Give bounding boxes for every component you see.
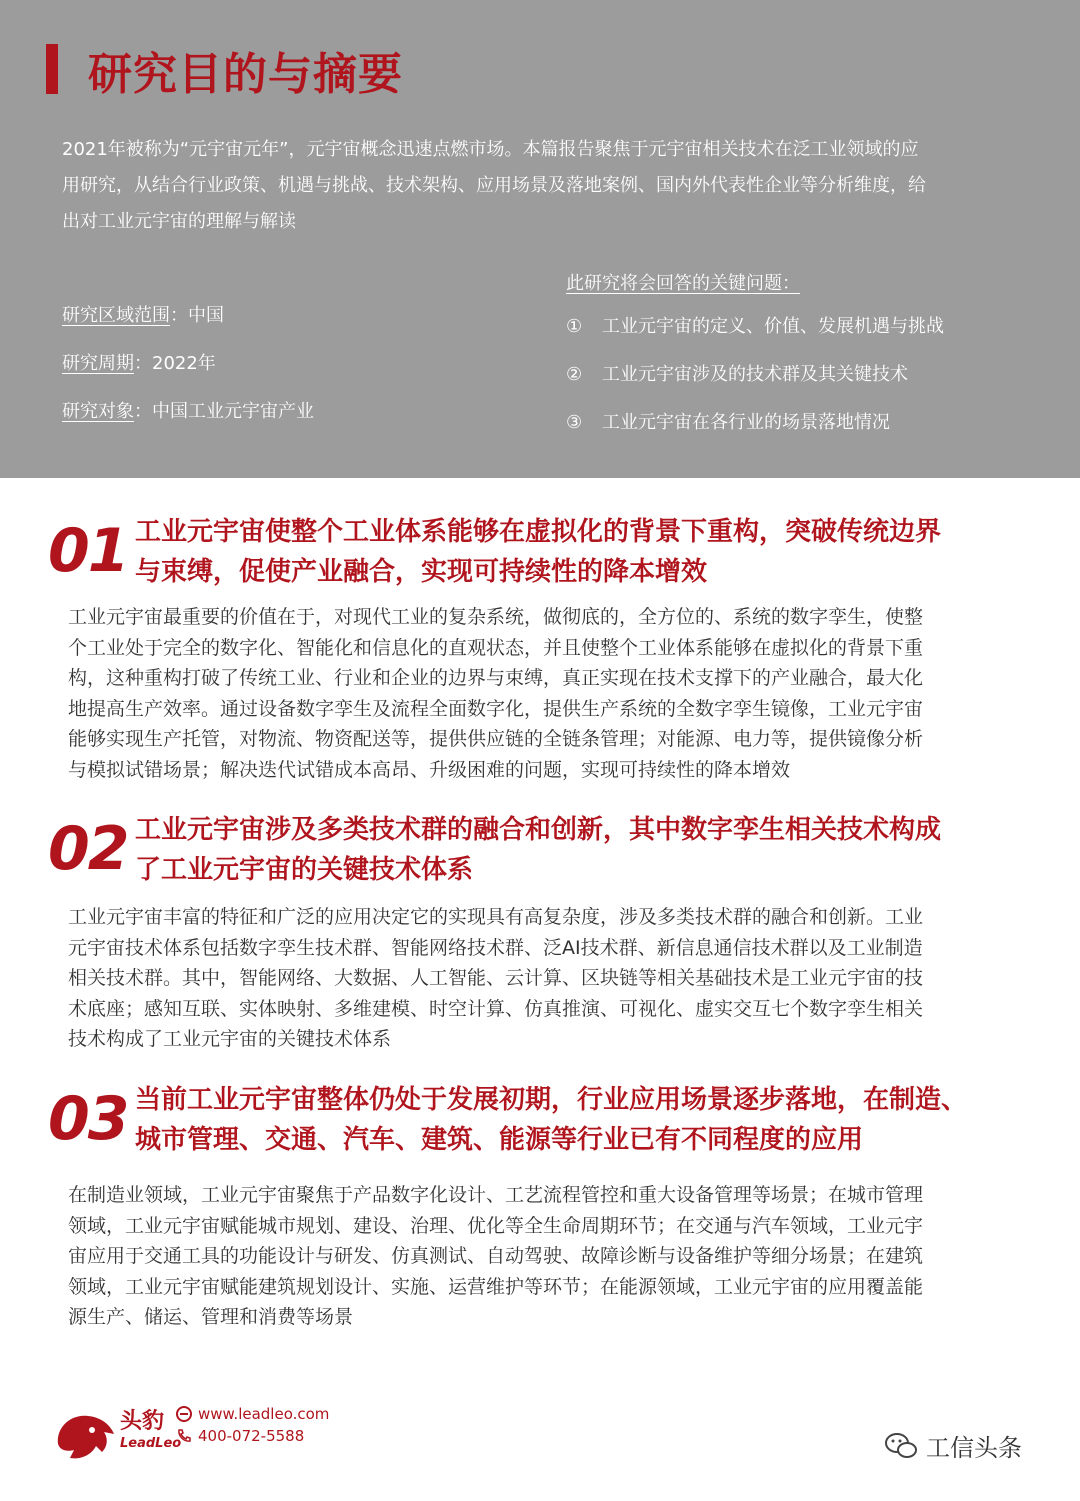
website-link[interactable]: [176, 1405, 329, 1423]
info-row-region: [62, 298, 522, 346]
section-title-line: 当前工业元宇宙整体仍处于发展初期，行业应用场景逐步落地，在制造、: [135, 1085, 968, 1115]
section-title: [135, 810, 1035, 890]
brand-name: 头豹: [120, 1409, 165, 1434]
body-line: 源生产、储运、管理和消费等场景: [68, 1306, 354, 1328]
body-line: 元宇宙技术体系包括数字孪生技术群、智能网络技术群、泛AI技术群、新信息通信技术群以及工业制造: [68, 936, 923, 959]
info-label: 研究周期: [62, 353, 134, 374]
section-number: 01: [48, 516, 128, 586]
info-label: 研究对象: [62, 401, 134, 422]
question-text: 工业元宇宙在各行业的场景落地情况: [602, 412, 890, 433]
body-line: 在制造业领域，工业元宇宙聚焦于产品数字化设计、工艺流程管控和重大设备管理等场景；在城市管理: [68, 1184, 924, 1206]
wechat-watermark: [884, 1428, 1022, 1463]
e-icon: [176, 1406, 192, 1422]
body-line: 地提高生产效率。通过设备数字孪生及流程全面数字化，提供生产系统的全数字孪生镜像，工业元宇宙: [68, 697, 924, 720]
watermark-text: 工信头条: [926, 1434, 1022, 1462]
body-line: 个工业处于完全的数字化、智能化和信息化的直观状态，并且使整个工业体系能够在虚拟化的背景下重: [68, 636, 924, 659]
info-label: 研究区域范围: [62, 305, 170, 326]
body-line: 术底座；感知互联、实体映射、多维建模、时空计算、仿真推演、可视化、虚实交互七个数字孪生相关: [68, 997, 924, 1020]
section-title-line: 工业元宇宙使整个工业体系能够在虚拟化的背景下重构，突破传统边界: [135, 517, 942, 547]
section-body: [68, 1180, 1018, 1333]
key-questions: [566, 268, 1046, 456]
body-line: 工业元宇宙最重要的价值在于，对现代工业的复杂系统，做彻底的，全方位的、系统的数字孪生，使整: [68, 606, 924, 628]
phone-contact: [176, 1427, 304, 1445]
body-line: 领域，工业元宇宙赋能建筑规划设计、实施、运营维护等环节；在能源领域，工业元宇宙的应用覆盖能: [68, 1275, 924, 1298]
question-text: 工业元宇宙涉及的技术群及其关键技术: [602, 364, 908, 385]
info-value: ：2022年: [134, 353, 216, 374]
questions-title: 此研究将会回答的关键问题：: [566, 273, 800, 294]
section-title-line: 城市管理、交通、汽车、建筑、能源等行业已有不同程度的应用: [135, 1125, 864, 1155]
website-text: www.leadleo.com: [198, 1405, 330, 1423]
info-value: ：中国: [170, 305, 224, 326]
question-item: [566, 312, 1046, 360]
section-title-line: 与束缚，促使产业融合，实现可持续性的降本增效: [135, 557, 708, 587]
body-line: 能够实现生产托管，对物流、物资配送等，提供供应链的全链条管理；对能源、电力等，提供镜像分析: [68, 728, 924, 750]
intro-paragraph: [62, 132, 1032, 240]
title-accent-bar: [46, 44, 58, 94]
info-value: ：中国工业元宇宙产业: [134, 401, 314, 422]
intro-line: 用研究，从结合行业政策、机遇与挑战、技术架构、应用场景及落地案例、国内外代表性企业等分析维度，给: [62, 175, 926, 196]
intro-line: 出对工业元宇宙的理解与解读: [62, 211, 296, 232]
section-title: [135, 1080, 1035, 1160]
section-body: [68, 602, 1018, 785]
body-line: 相关技术群。其中，智能网络、大数据、人工智能、云计算、区块链等相关基础技术是工业元宇宙的技: [68, 967, 924, 989]
info-row-object: [62, 394, 522, 442]
body-line: 构，这种重构打破了传统工业、行业和企业的边界与束缚，真正实现在技术支撑下的产业融合，最大化: [68, 667, 924, 689]
intro-line: 2021年被称为“元宇宙元年”，元宇宙概念迅速点燃市场。本篇报告聚焦于元宇宙相关技术在泛工业领域的应: [62, 139, 919, 160]
section-number: 03: [48, 1084, 128, 1154]
question-number: ③: [566, 412, 583, 433]
brand-subtitle: LeadLeo: [120, 1436, 182, 1451]
body-line: 领域，工业元宇宙赋能城市规划、建设、治理、优化等全生命周期环节；在交通与汽车领域，工业元宇: [68, 1214, 924, 1237]
question-number: ①: [566, 316, 583, 337]
section-title-line: 了工业元宇宙的关键技术体系: [135, 855, 474, 885]
body-line: 工业元宇宙丰富的特征和广泛的应用决定它的实现具有高复杂度，涉及多类技术群的融合和创新。工业: [68, 906, 924, 928]
leadleo-logo-icon: [52, 1404, 118, 1466]
wechat-icon: [884, 1431, 918, 1461]
header-panel: [0, 0, 1080, 478]
question-number: ②: [566, 364, 583, 385]
body-line: 宙应用于交通工具的功能设计与研发、仿真测试、自动驾驶、故障诊断与设备维护等细分场景；在建筑: [68, 1245, 924, 1267]
info-row-period: [62, 346, 522, 394]
question-item: [566, 408, 1046, 456]
question-item: [566, 360, 1046, 408]
phone-text: 400-072-5588: [198, 1427, 305, 1445]
body-line: 与模拟试错场景；解决迭代试错成本高昂、升级困难的问题，实现可持续性的降本增效: [68, 758, 791, 781]
section-title-line: 工业元宇宙涉及多类技术群的融合和创新，其中数字孪生相关技术构成: [135, 815, 942, 845]
body-line: 技术构成了工业元宇宙的关键技术体系: [68, 1028, 392, 1050]
question-text: 工业元宇宙的定义、价值、发展机遇与挑战: [602, 316, 944, 337]
page-title: 研究目的与摘要: [88, 49, 403, 100]
section-body: [68, 902, 1018, 1055]
section-number: 02: [48, 814, 128, 884]
section-title: [135, 512, 1035, 592]
phone-icon: [176, 1428, 192, 1444]
research-info: [62, 298, 522, 442]
